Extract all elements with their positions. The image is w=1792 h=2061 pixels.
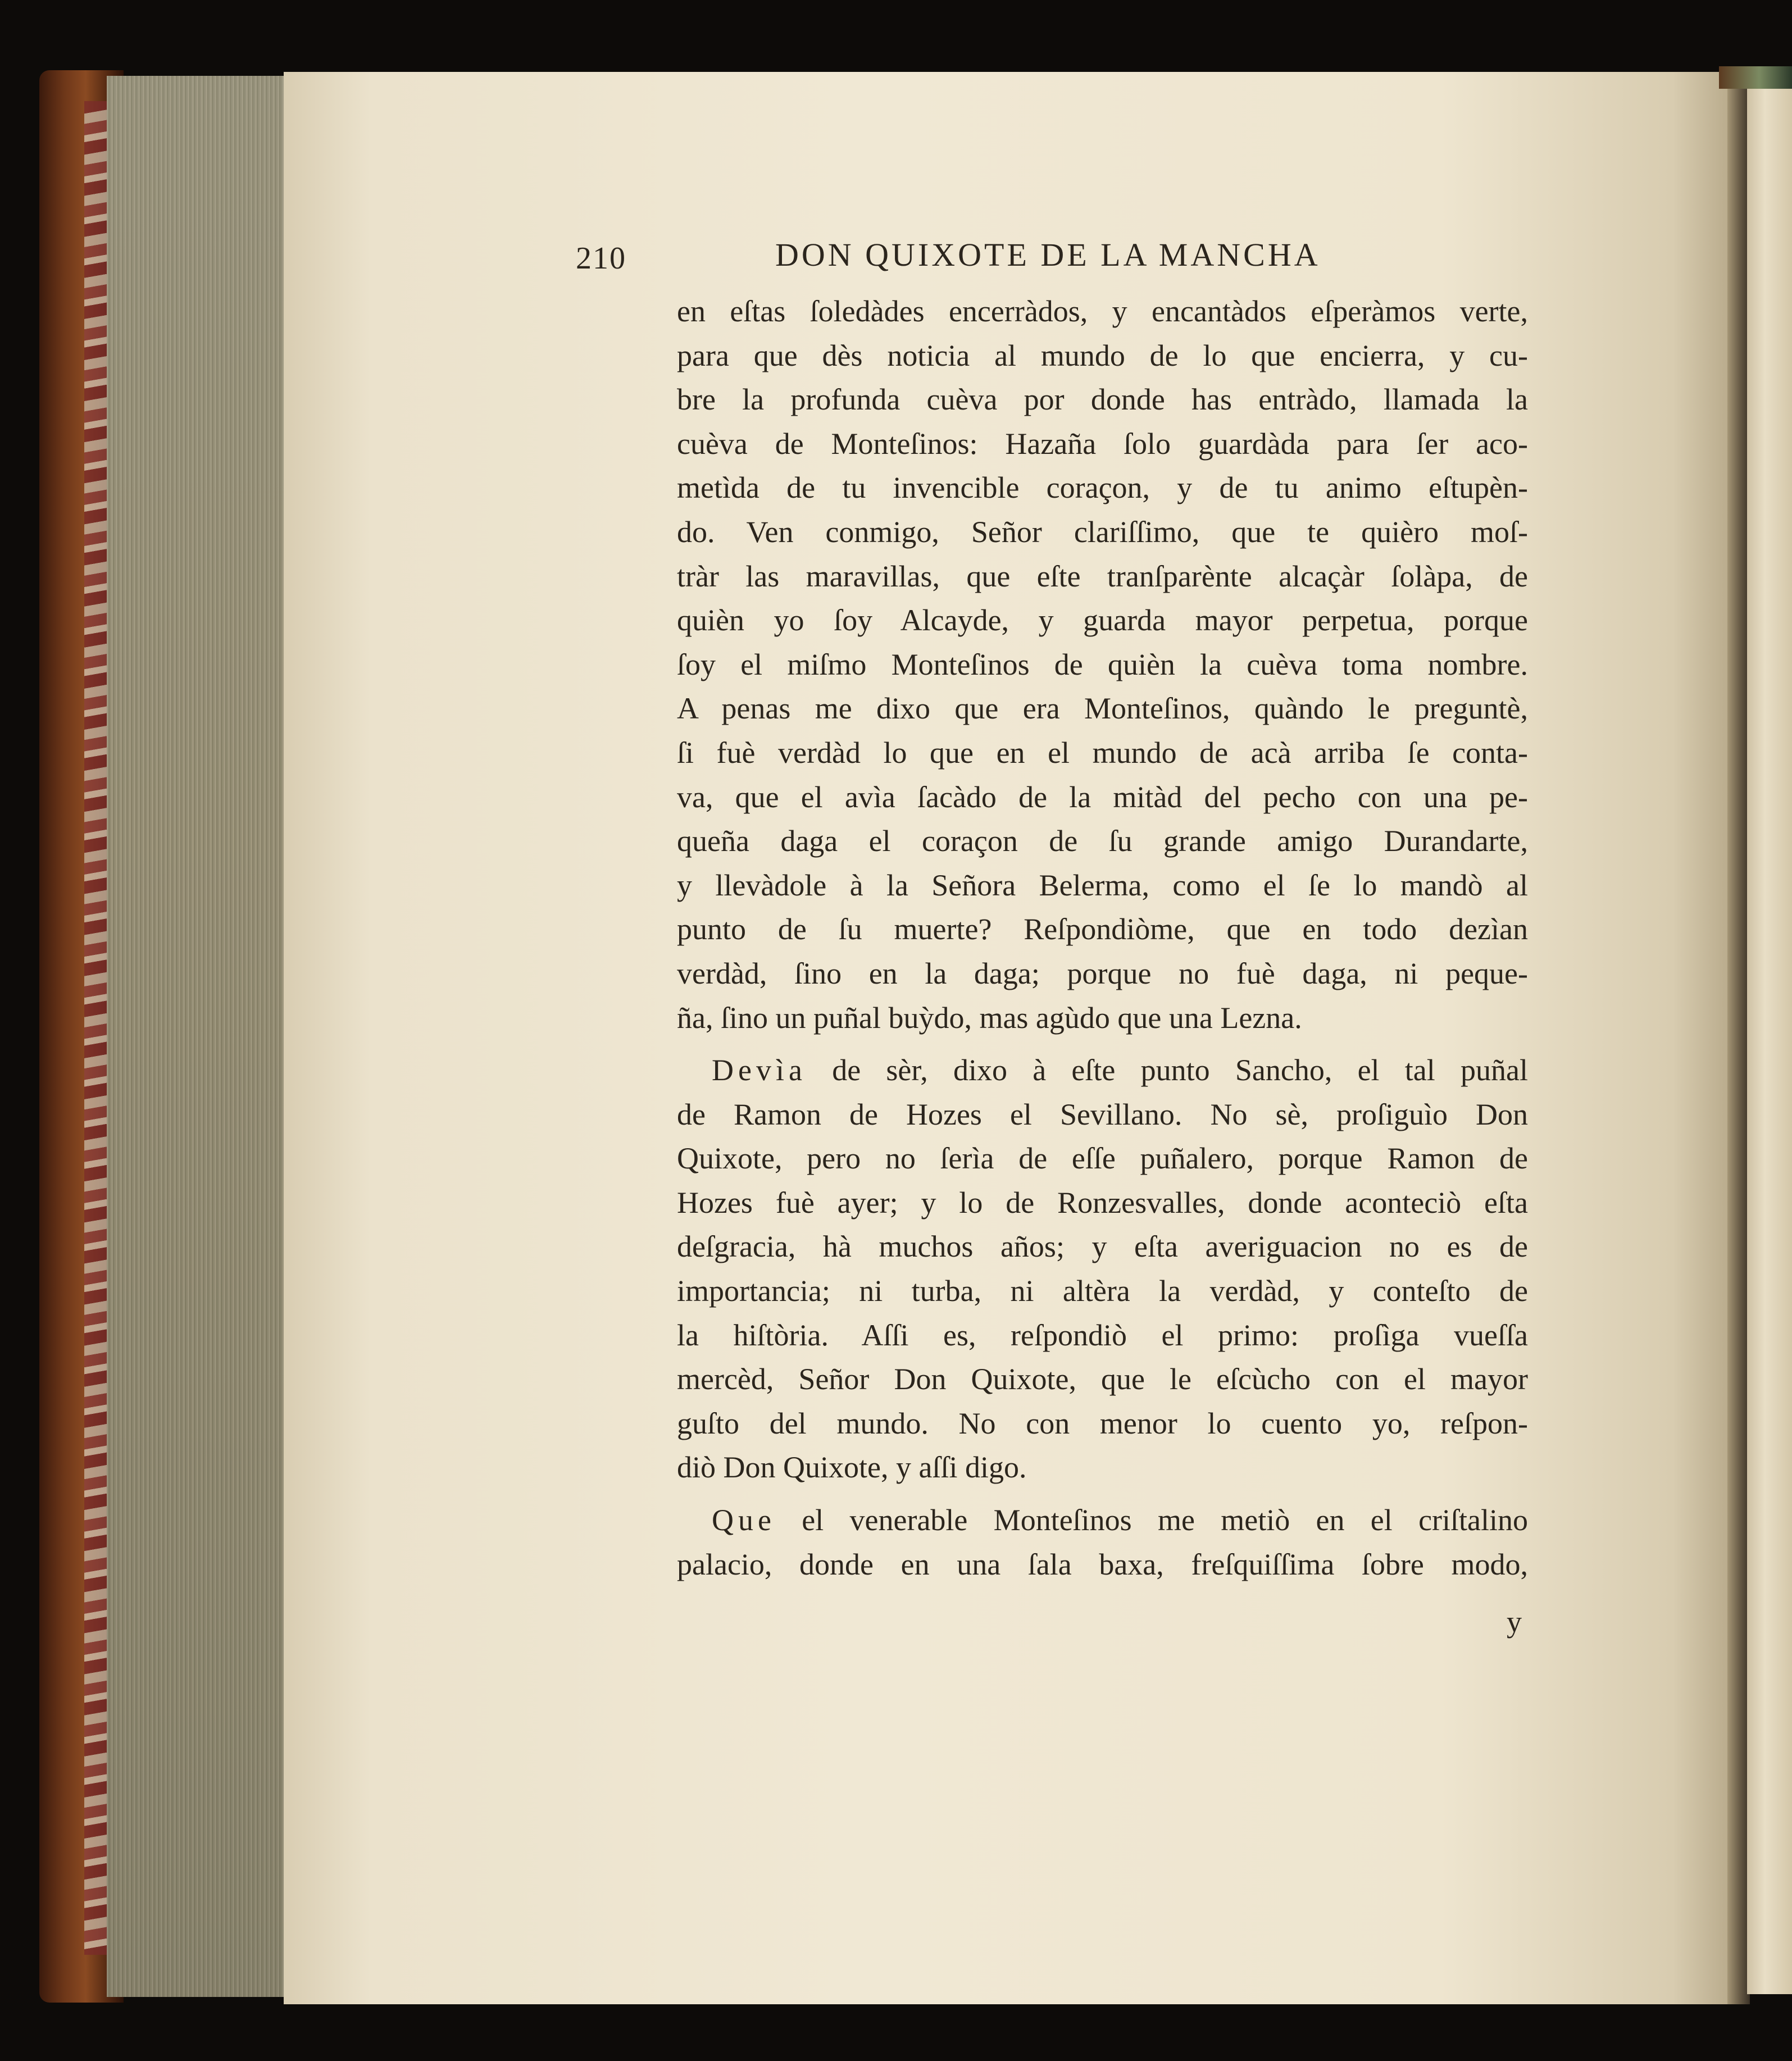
running-title: DON QUIXOTE DE LA MANCHA xyxy=(775,236,1321,273)
facing-page-edge xyxy=(1747,84,1792,1994)
page-edges xyxy=(107,76,286,1997)
text-line: en eſtas ſoledàdes encerràdos, y encantàdos eſperàmos verte, xyxy=(677,294,1528,328)
text-line: para que dès noticia al mundo de lo que encierra, y cu- xyxy=(677,338,1528,372)
text-line: ſi fuè verdàd lo que en el mundo de acà arriba ſe conta- xyxy=(677,735,1528,770)
text-line: de Ramon de Hozes el Sevillano. No sè, proſiguìo Don xyxy=(677,1097,1528,1131)
paragraph xyxy=(677,1498,1528,1586)
text-line: diò Don Quixote, y aſſi digo. xyxy=(677,1450,1027,1485)
spine-headband xyxy=(1719,66,1792,89)
marbled-endpaper xyxy=(84,101,107,1955)
text-line: palacio, donde en una ſala baxa, freſquiſſima ſobre modo, xyxy=(677,1547,1528,1581)
text-line: Hozes fuè ayer; y lo de Ronzesvalles, donde aconteciò eſta xyxy=(677,1185,1528,1220)
text-line: ſoy el miſmo Monteſinos de quièn la cuèva toma nombre. xyxy=(677,647,1528,681)
text-line: punto de ſu muerte? Reſpondiòme, que en todo dezìan xyxy=(677,912,1528,947)
text-line: tràr las maravillas, que eſte tranſparènte alcaçàr ſolàpa, de xyxy=(677,559,1528,593)
text-line: cuèva de Monteſinos: Hazaña ſolo guardàda para ſer aco- xyxy=(677,426,1528,461)
text-line: guſto del mundo. No con menor lo cuento yo, reſpon- xyxy=(677,1406,1528,1440)
text-line: y llevàdole à la Señora Belerma, como el ſe lo mandò al xyxy=(677,868,1528,902)
body-text xyxy=(677,289,1528,1586)
paragraph xyxy=(677,1048,1528,1490)
text-line: metìda de tu invencible coraçon, y de tu animo eſtupèn- xyxy=(677,471,1528,505)
text-line: importancia; ni turba, ni altèra la verdàd, y conteſto de xyxy=(677,1274,1528,1308)
catchword: y xyxy=(1507,1605,1522,1639)
text-line: Que el venerable Monteſinos me metiò en el criſtalino xyxy=(712,1503,1528,1537)
text-line: quièn yo ſoy Alcayde, y guarda mayor perpetua, porque xyxy=(677,603,1528,638)
text-line: deſgracia, hà muchos años; y eſta averiguacion no es de xyxy=(677,1230,1528,1264)
text-line: ña, ſino un puñal buỳdo, mas agùdo que una Lezna. xyxy=(677,1000,1302,1035)
text-line: queña daga el coraçon de ſu grande amigo Durandarte, xyxy=(677,824,1528,858)
page-number: 210 xyxy=(576,241,626,276)
text-line: verdàd, ſino en la daga; porque no fuè daga, ni peque- xyxy=(677,956,1528,990)
text-line: Devìa de sèr, dixo à eſte punto Sancho, el tal puñal xyxy=(712,1053,1528,1088)
text-line: la hiſtòria. Aſſi es, reſpondiò el primo: proſìga vueſſa xyxy=(677,1318,1528,1352)
small-caps-opening: Devìa xyxy=(712,1053,807,1088)
text-line: A penas me dixo que era Monteſinos, quàndo le preguntè, xyxy=(677,691,1528,726)
text-line: Quixote, pero no ſerìa de eſſe puñalero, porque Ramon de xyxy=(677,1141,1528,1176)
running-header xyxy=(576,236,1435,286)
text-line: va, que el avìa ſacàdo de la mitàd del pecho con una pe- xyxy=(677,780,1528,814)
gutter xyxy=(1727,72,1750,2004)
paragraph xyxy=(677,289,1528,1040)
text-line: mercèd, Señor Don Quixote, que le eſcùcho con el mayor xyxy=(677,1362,1528,1396)
text-line: do. Ven conmigo, Señor clariſſimo, que te quièro moſ- xyxy=(677,515,1528,549)
text-line: bre la profunda cuèva por donde has entràdo, llamada la xyxy=(677,383,1528,417)
small-caps-opening: Que xyxy=(712,1503,776,1537)
